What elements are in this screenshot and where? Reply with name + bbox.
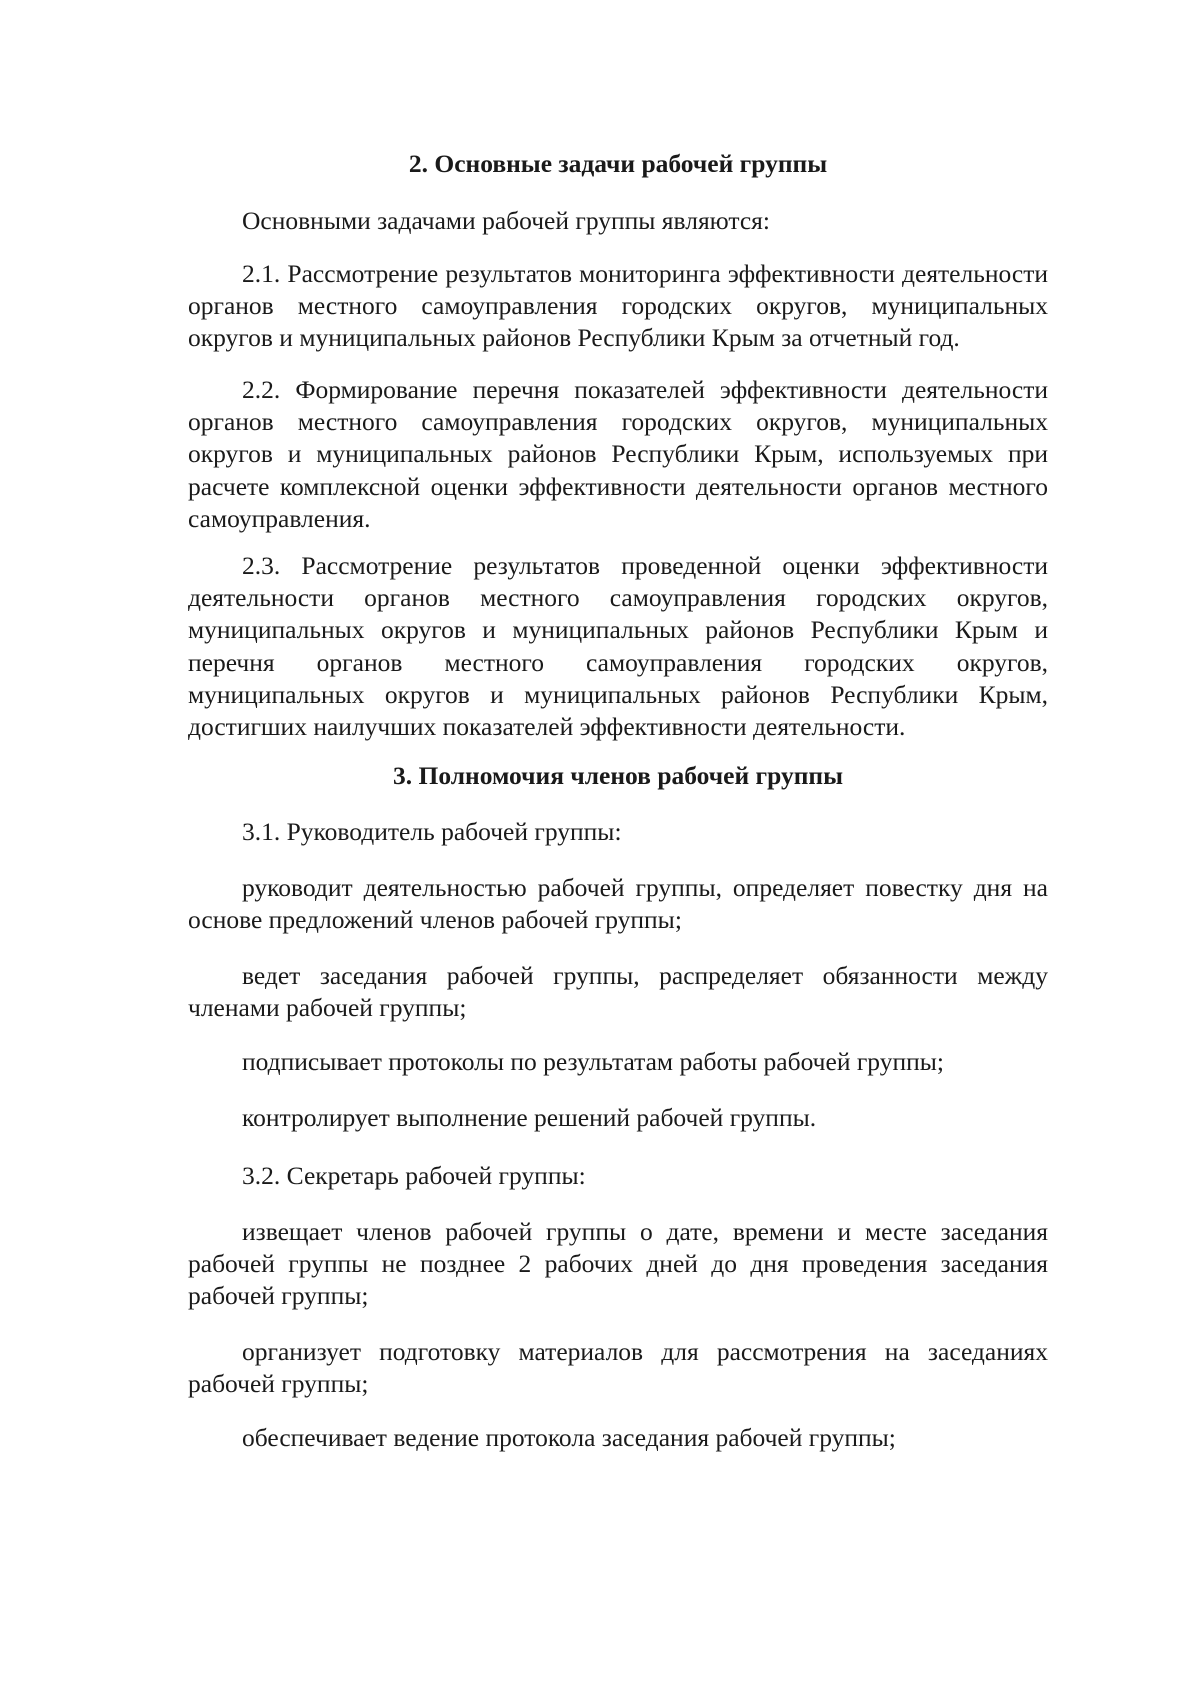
task-2-2: 2.2. Формирование перечня показателей эффективности деятельности органов местного самоуправления городских округов, муниципальных округов и муниципальных районов Республики Крым, используемых при расчете комплексной оценки эффективности деятельности органов местного самоуправления. — [188, 375, 1048, 533]
head-duty-4: контролирует выполнение решений рабочей группы. — [242, 1103, 817, 1132]
section-2-heading: 2. Основные задачи рабочей группы — [408, 149, 828, 178]
head-label: 3.1. Руководитель рабочей группы: — [242, 817, 622, 846]
task-2-1: 2.1. Рассмотрение результатов мониторинга эффективности деятельности органов местного самоуправления городских округов, муниципальных округов и муниципальных районов Республики Крым за отчетный год. — [188, 259, 1048, 353]
secretary-duty-1: извещает членов рабочей группы о дате, времени и месте заседания рабочей группы не позднее 2 рабочих дней до дня проведения заседания рабочей группы; — [188, 1217, 1048, 1311]
secretary-label: 3.2. Секретарь рабочей группы: — [242, 1161, 586, 1190]
section-3-heading: 3. Полномочия членов рабочей группы — [392, 761, 843, 790]
head-duty-1: руководит деятельностью рабочей группы, определяет повестку дня на основе предложений членов рабочей группы; — [188, 873, 1048, 935]
secretary-duty-3: обеспечивает ведение протокола заседания рабочей группы; — [242, 1423, 896, 1452]
head-duty-2: ведет заседания рабочей группы, распределяет обязанности между членами рабочей группы; — [188, 961, 1048, 1023]
secretary-duty-2: организует подготовку материалов для рассмотрения на заседаниях рабочей группы; — [188, 1337, 1048, 1399]
section-2-intro: Основными задачами рабочей группы являются: — [242, 206, 770, 235]
task-2-3: 2.3. Рассмотрение результатов проведенной оценки эффективности деятельности органов местного самоуправления городских округов, муниципальных округов и муниципальных районов Республики Крым и перечня органов местного самоуправления городских округов, муниципальных округов и муниципальных районов Республики Крым, достигших наилучших показателей эффективности деятельности. — [188, 551, 1048, 742]
head-duty-3: подписывает протоколы по результатам работы рабочей группы; — [242, 1047, 944, 1076]
